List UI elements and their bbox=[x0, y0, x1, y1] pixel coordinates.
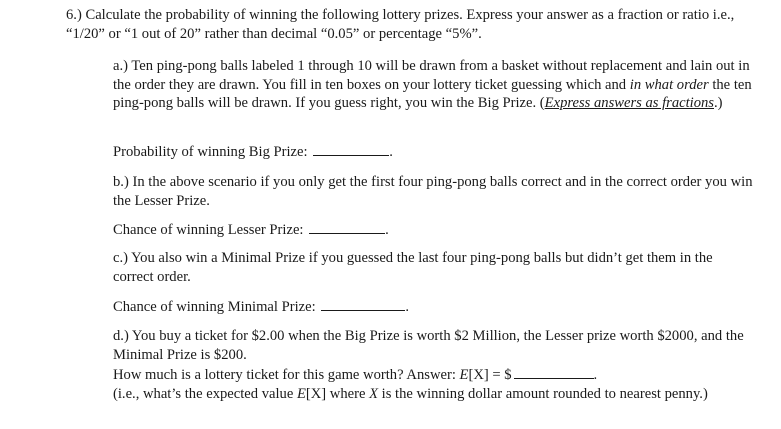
part-c-text: c.) You also win a Minimal Prize if you guessed the last four ping-pong balls but didn’t get them in the correct order. bbox=[113, 250, 713, 285]
part-b-answer: Chance of winning Lesser Prize: . bbox=[113, 219, 753, 240]
big-prize-answer-blank[interactable] bbox=[313, 141, 389, 156]
part-b-text: b.) In the above scenario if you only get the first four ping-pong balls correct and in the correct order you win the Lesser Prize. bbox=[113, 174, 753, 209]
part-d-note: (i.e., what’s the expected value E[X] where X is the winning dollar amount rounded to nearest penny.) bbox=[113, 385, 708, 402]
emphasis-order: in what order bbox=[629, 76, 709, 93]
minimal-prize-answer-blank[interactable] bbox=[321, 296, 405, 311]
part-d-text: d.) You buy a ticket for $2.00 when the Big Prize is worth $2 Million, the Lesser prize worth $2000, and the Minimal Prize is $200. How much is a lottery ticket for this game worth? Answer: E[X] = $ . (i.e., what’s the expected value E[X] where X is the winning dollar amount rounded to nearest penny.) bbox=[113, 327, 753, 403]
expected-value-answer-blank[interactable] bbox=[514, 364, 594, 379]
question-intro: 6.) Calculate the probability of winning the following lottery prizes. Express your answer as a fraction or ratio i.e., “1/20” or “1 out of 20” rather than decimal “0.05” or percentage “5%”. bbox=[66, 7, 735, 42]
express-fractions-link: Express answers as fractions bbox=[544, 95, 714, 111]
part-c-answer: Chance of winning Minimal Prize: . bbox=[113, 296, 753, 317]
part-a-text: a.) Ten ping-pong balls labeled 1 through 10 will be drawn from a basket without replacement and lain out in the order they are drawn. You fill in ten boxes on your lottery ticket guessing which and in what order the ten ping-pong balls will be drawn. If you guess right, you win the Big Prize. (Express answers as fractions.) bbox=[113, 58, 752, 111]
part-a-answer: Probability of winning Big Prize: . bbox=[113, 141, 753, 162]
lesser-prize-answer-blank[interactable] bbox=[309, 219, 385, 234]
